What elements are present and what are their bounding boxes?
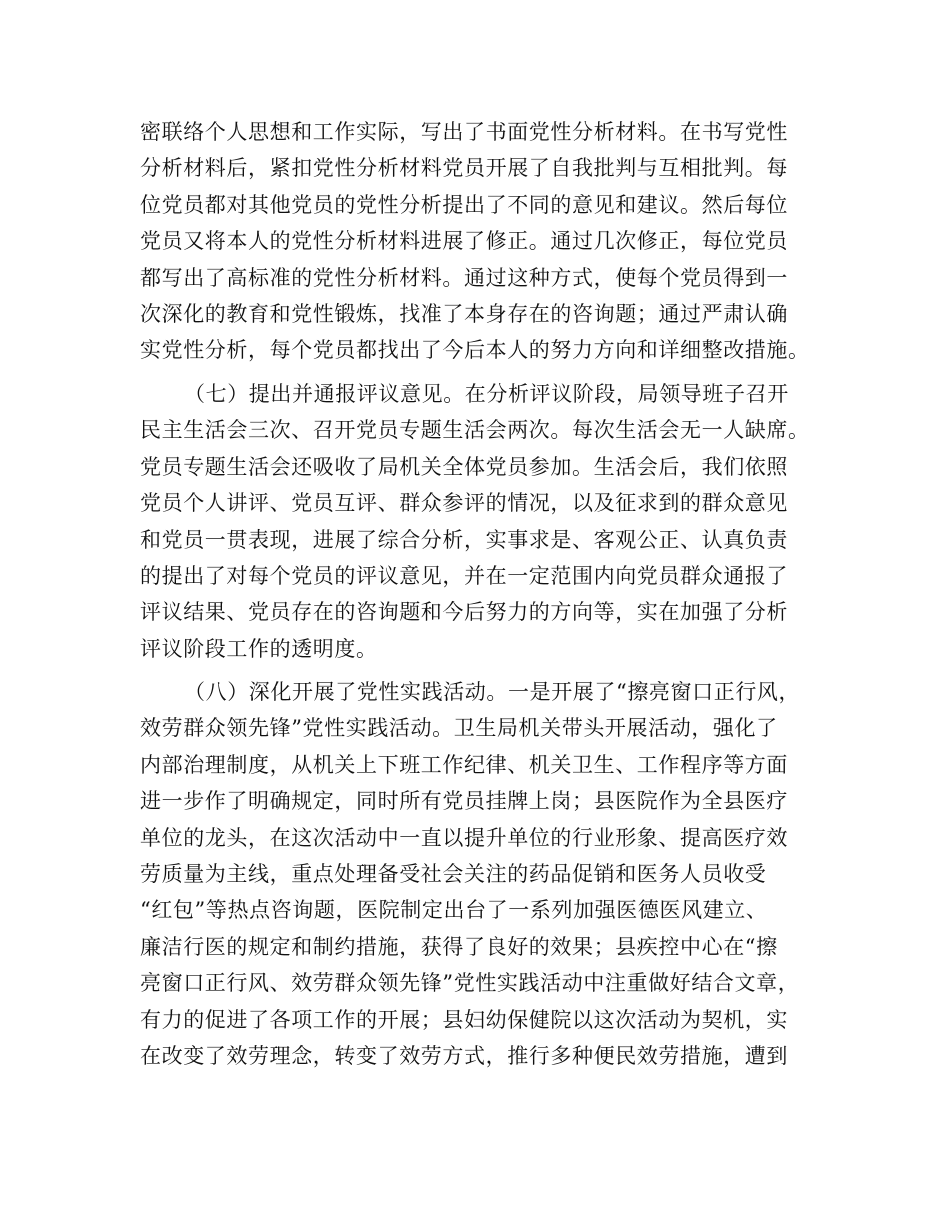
text-line: 进一步作了明确规定，同时所有党员挂牌上岗；县医院作为全县医疗 — [140, 789, 788, 814]
text-line: 党员专题生活会还吸收了局机关全体党员参加。生活会后，我们依照 — [140, 454, 788, 479]
paragraph-section-7 — [140, 376, 830, 667]
text-line: 单位的龙头，在这次活动中一直以提升单位的行业形象、提高医疗效 — [140, 825, 788, 850]
text-line: 的提出了对每个党员的评议意见，并在一定范围内向党员群众通报了 — [140, 563, 788, 588]
text-line: 党员个人讲评、党员互评、群众参评的情况，以及征求到的群众意见 — [140, 491, 788, 516]
text-line: 廉洁行医的规定和制约措施，获得了良好的效果；县疾控中心在“擦 — [140, 934, 778, 959]
text-line: 在改变了效劳理念，转变了效劳方式，推行多种便民效劳措施，遭到 — [140, 1043, 788, 1068]
text-line: 有力的促进了各项工作的开展；县妇幼保健院以这次活动为契机，实 — [140, 1007, 788, 1032]
paragraph-continuation — [140, 114, 830, 369]
text-line: 亮窗口正行风、效劳群众领先锋”党性实践活动中注重做好结合文章， — [140, 971, 800, 996]
text-line: “红包”等热点咨询题，医院制定出台了一系列加强医德医风建立、 — [140, 898, 768, 923]
text-line: 位党员都对其他党员的党性分析提出了不同的意见和建议。然后每位 — [140, 192, 788, 217]
text-line: 实党性分析，每个党员都找出了今后本人的努力方向和详细整改措施。 — [140, 338, 810, 363]
text-line: 密联络个人思想和工作实际，写出了书面党性分析材料。在书写党性 — [140, 120, 788, 144]
text-line: 党员又将本人的党性分析材料进展了修正。通过几次修正，每位党员 — [140, 229, 788, 254]
text-line: （八）深化开展了党性实践活动。一是开展了“擦亮窗口正行风， — [184, 680, 801, 704]
text-line: 评议结果、党员存在的咨询题和今后努力的方向等，实在加强了分析 — [140, 600, 788, 625]
text-line: 和党员一贯表现，进展了综合分析，实事求是、客观公正、认真负责 — [140, 527, 788, 552]
text-line: （七）提出并通报评议意见。在分析评议阶段，局领导班子召开 — [184, 382, 789, 406]
text-line: 内部治理制度，从机关上下班工作纪律、机关卫生、工作程序等方面 — [140, 752, 788, 777]
text-line: 分析材料后，紧扣党性分析材料党员开展了自我批判与互相批判。每 — [140, 156, 788, 181]
text-line: 都写出了高标准的党性分析材料。通过这种方式，使每个党员得到一 — [140, 265, 788, 290]
text-line: 劳质量为主线，重点处理备受社会关注的药品促销和医务人员收受 — [140, 861, 767, 886]
text-line: 效劳群众领先锋”党性实践活动。卫生局机关带头开展活动，强化了 — [140, 716, 778, 741]
text-line: 民主生活会三次、召开党员专题生活会两次。每次生活会无一人缺席。 — [140, 418, 810, 443]
text-line: 评议阶段工作的透明度。 — [140, 636, 378, 661]
text-line: 次深化的教育和党性锻炼，找准了本身存在的咨询题；通过严肃认确 — [140, 301, 788, 326]
paragraph-section-8 — [140, 674, 830, 1074]
